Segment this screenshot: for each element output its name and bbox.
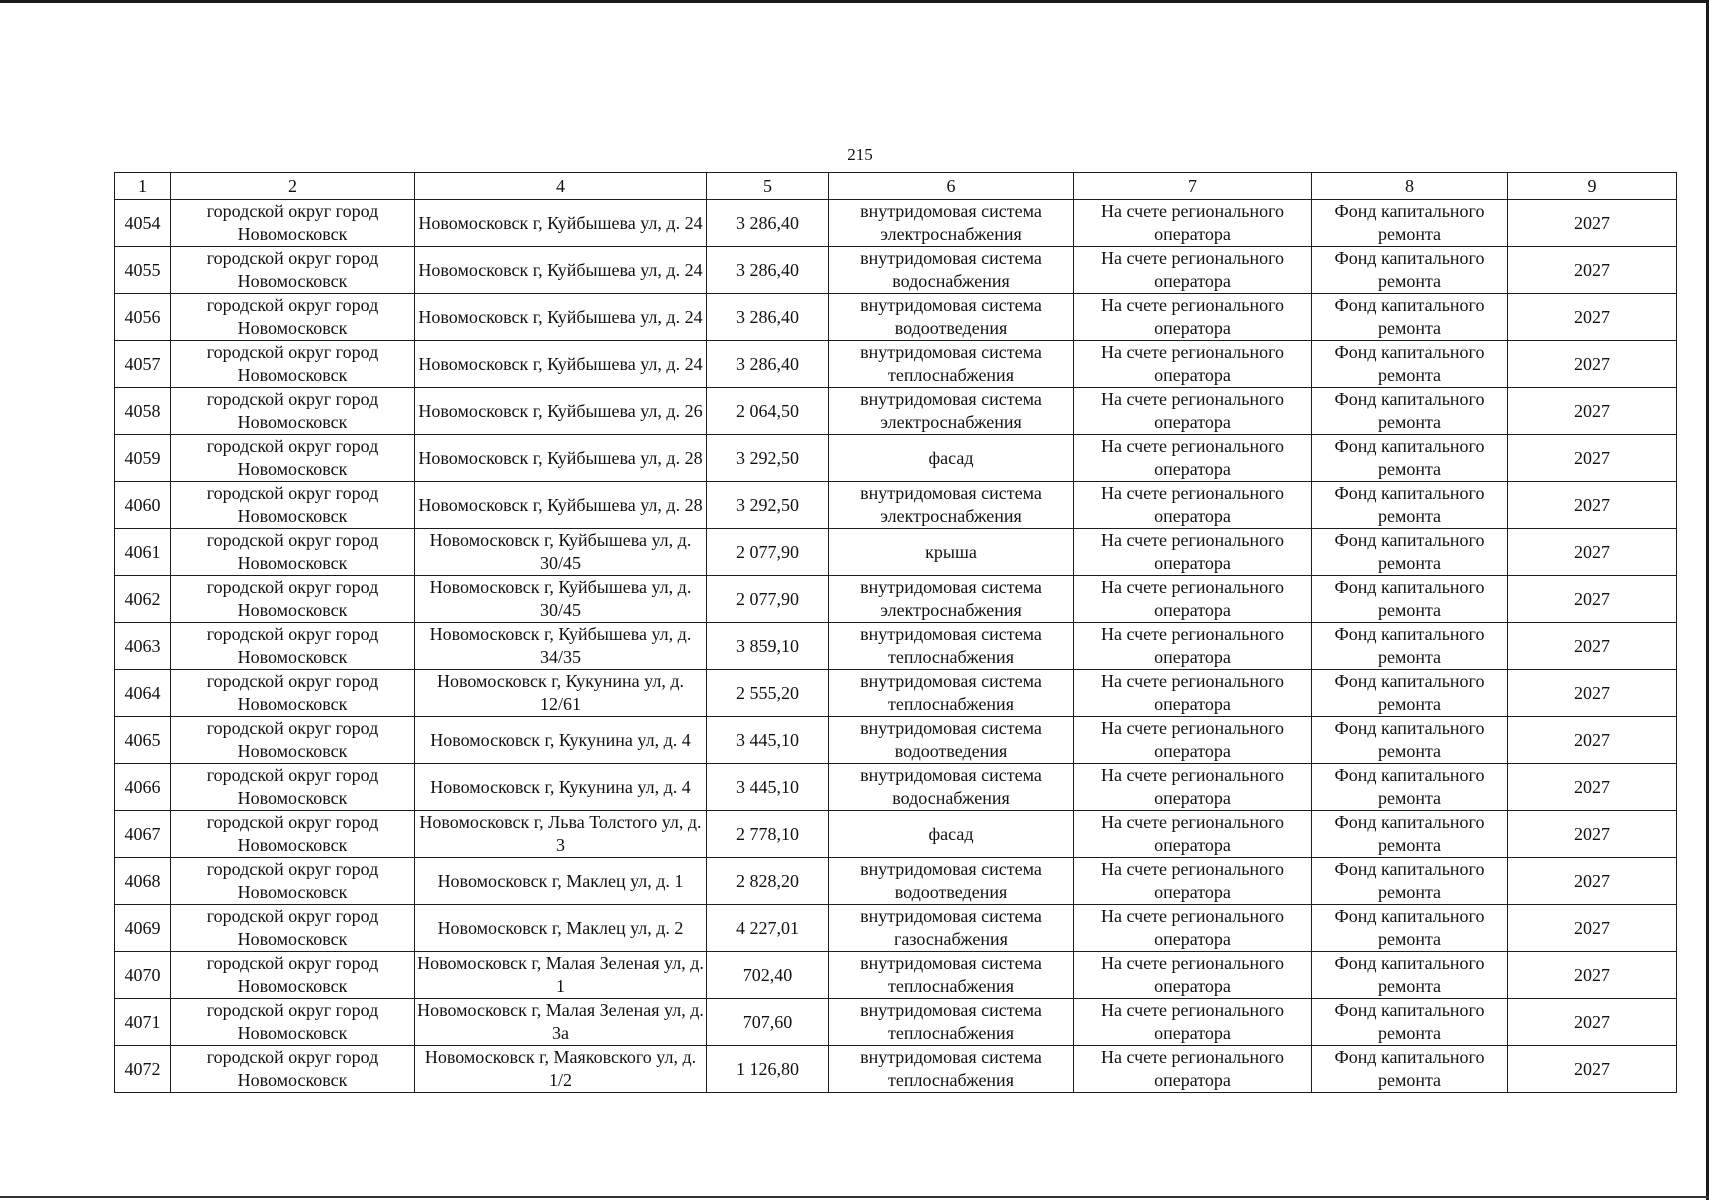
- table-row: [115, 576, 1677, 623]
- funding-source-cell: Фонд капитального ремонта: [1312, 294, 1508, 341]
- work-type-cell: внутридомовая система водоотведения: [829, 717, 1074, 764]
- planned-year-cell: 2027: [1508, 811, 1677, 858]
- address-cell: Новомосковск г, Малая Зеленая ул, д. 3а: [415, 999, 707, 1046]
- planned-year-cell: 2027: [1508, 764, 1677, 811]
- funding-source-cell: Фонд капитального ремонта: [1312, 247, 1508, 294]
- row-number-cell: 4054: [115, 200, 171, 247]
- area-cell: 3 286,40: [707, 341, 829, 388]
- account-method-cell: На счете регионального оператора: [1074, 388, 1312, 435]
- table-row: [115, 247, 1677, 294]
- address-cell: Новомосковск г, Кукунина ул, д. 12/61: [415, 670, 707, 717]
- municipality-cell: городской округ город Новомосковск: [171, 247, 415, 294]
- area-cell: 3 445,10: [707, 764, 829, 811]
- row-number-cell: 4060: [115, 482, 171, 529]
- municipality-cell: городской округ город Новомосковск: [171, 717, 415, 764]
- account-method-cell: На счете регионального оператора: [1074, 670, 1312, 717]
- address-cell: Новомосковск г, Куйбышева ул, д. 24: [415, 247, 707, 294]
- address-cell: Новомосковск г, Кукунина ул, д. 4: [415, 764, 707, 811]
- account-method-cell: На счете регионального оператора: [1074, 435, 1312, 482]
- address-cell: Новомосковск г, Маяковского ул, д. 1/2: [415, 1046, 707, 1093]
- account-method-cell: На счете регионального оператора: [1074, 294, 1312, 341]
- area-cell: 702,40: [707, 952, 829, 999]
- column-header: 4: [415, 173, 707, 200]
- planned-year-cell: 2027: [1508, 435, 1677, 482]
- address-cell: Новомосковск г, Куйбышева ул, д. 30/45: [415, 529, 707, 576]
- municipality-cell: городской округ город Новомосковск: [171, 905, 415, 952]
- work-type-cell: внутридомовая система теплоснабжения: [829, 670, 1074, 717]
- table-row: [115, 482, 1677, 529]
- account-method-cell: На счете регионального оператора: [1074, 717, 1312, 764]
- municipality-cell: городской округ город Новомосковск: [171, 341, 415, 388]
- row-number-cell: 4072: [115, 1046, 171, 1093]
- row-number-cell: 4064: [115, 670, 171, 717]
- work-type-cell: внутридомовая система водоснабжения: [829, 247, 1074, 294]
- area-cell: 3 292,50: [707, 482, 829, 529]
- table-row: [115, 999, 1677, 1046]
- row-number-cell: 4056: [115, 294, 171, 341]
- capital-repair-table: [114, 172, 1677, 1093]
- column-header: 5: [707, 173, 829, 200]
- address-cell: Новомосковск г, Куйбышева ул, д. 28: [415, 482, 707, 529]
- funding-source-cell: Фонд капитального ремонта: [1312, 623, 1508, 670]
- column-header: 7: [1074, 173, 1312, 200]
- column-header: 1: [115, 173, 171, 200]
- table-row: [115, 670, 1677, 717]
- header-row: [115, 173, 1677, 200]
- work-type-cell: внутридомовая система электроснабжения: [829, 482, 1074, 529]
- row-number-cell: 4070: [115, 952, 171, 999]
- row-number-cell: 4059: [115, 435, 171, 482]
- account-method-cell: На счете регионального оператора: [1074, 999, 1312, 1046]
- funding-source-cell: Фонд капитального ремонта: [1312, 200, 1508, 247]
- area-cell: 3 445,10: [707, 717, 829, 764]
- municipality-cell: городской округ город Новомосковск: [171, 482, 415, 529]
- row-number-cell: 4063: [115, 623, 171, 670]
- account-method-cell: На счете регионального оператора: [1074, 529, 1312, 576]
- funding-source-cell: Фонд капитального ремонта: [1312, 905, 1508, 952]
- municipality-cell: городской округ город Новомосковск: [171, 294, 415, 341]
- address-cell: Новомосковск г, Куйбышева ул, д. 30/45: [415, 576, 707, 623]
- municipality-cell: городской округ город Новомосковск: [171, 858, 415, 905]
- column-header: 8: [1312, 173, 1508, 200]
- work-type-cell: внутридомовая система теплоснабжения: [829, 341, 1074, 388]
- table-row: [115, 717, 1677, 764]
- planned-year-cell: 2027: [1508, 999, 1677, 1046]
- row-number-cell: 4055: [115, 247, 171, 294]
- row-number-cell: 4067: [115, 811, 171, 858]
- table-row: [115, 952, 1677, 999]
- account-method-cell: На счете регионального оператора: [1074, 482, 1312, 529]
- address-cell: Новомосковск г, Льва Толстого ул, д. 3: [415, 811, 707, 858]
- funding-source-cell: Фонд капитального ремонта: [1312, 764, 1508, 811]
- funding-source-cell: Фонд капитального ремонта: [1312, 388, 1508, 435]
- municipality-cell: городской округ город Новомосковск: [171, 529, 415, 576]
- municipality-cell: городской округ город Новомосковск: [171, 670, 415, 717]
- account-method-cell: На счете регионального оператора: [1074, 576, 1312, 623]
- municipality-cell: городской округ город Новомосковск: [171, 435, 415, 482]
- work-type-cell: внутридомовая система электроснабжения: [829, 576, 1074, 623]
- address-cell: Новомосковск г, Куйбышева ул, д. 24: [415, 294, 707, 341]
- area-cell: 2 077,90: [707, 529, 829, 576]
- address-cell: Новомосковск г, Кукунина ул, д. 4: [415, 717, 707, 764]
- table-row: [115, 200, 1677, 247]
- table-row: [115, 764, 1677, 811]
- area-cell: 2 064,50: [707, 388, 829, 435]
- work-type-cell: внутридомовая система теплоснабжения: [829, 999, 1074, 1046]
- table-body: [115, 200, 1677, 1093]
- planned-year-cell: 2027: [1508, 952, 1677, 999]
- municipality-cell: городской округ город Новомосковск: [171, 388, 415, 435]
- table-row: [115, 294, 1677, 341]
- address-cell: Новомосковск г, Маклец ул, д. 2: [415, 905, 707, 952]
- address-cell: Новомосковск г, Куйбышева ул, д. 26: [415, 388, 707, 435]
- page-number: 215: [847, 145, 873, 164]
- table-row: [115, 905, 1677, 952]
- work-type-cell: внутридомовая система водоотведения: [829, 294, 1074, 341]
- area-cell: 3 286,40: [707, 294, 829, 341]
- funding-source-cell: Фонд капитального ремонта: [1312, 858, 1508, 905]
- funding-source-cell: Фонд капитального ремонта: [1312, 529, 1508, 576]
- municipality-cell: городской округ город Новомосковск: [171, 623, 415, 670]
- account-method-cell: На счете регионального оператора: [1074, 952, 1312, 999]
- planned-year-cell: 2027: [1508, 670, 1677, 717]
- column-header: 6: [829, 173, 1074, 200]
- scan-edge-bottom: [0, 1196, 1709, 1198]
- planned-year-cell: 2027: [1508, 294, 1677, 341]
- area-cell: 2 077,90: [707, 576, 829, 623]
- area-cell: 3 859,10: [707, 623, 829, 670]
- area-cell: 4 227,01: [707, 905, 829, 952]
- account-method-cell: На счете регионального оператора: [1074, 858, 1312, 905]
- account-method-cell: На счете регионального оператора: [1074, 623, 1312, 670]
- area-cell: 2 778,10: [707, 811, 829, 858]
- work-type-cell: фасад: [829, 811, 1074, 858]
- municipality-cell: городской округ город Новомосковск: [171, 1046, 415, 1093]
- municipality-cell: городской округ город Новомосковск: [171, 200, 415, 247]
- funding-source-cell: Фонд капитального ремонта: [1312, 435, 1508, 482]
- column-header: 2: [171, 173, 415, 200]
- account-method-cell: На счете регионального оператора: [1074, 247, 1312, 294]
- planned-year-cell: 2027: [1508, 1046, 1677, 1093]
- address-cell: Новомосковск г, Куйбышева ул, д. 28: [415, 435, 707, 482]
- account-method-cell: На счете регионального оператора: [1074, 200, 1312, 247]
- area-cell: 1 126,80: [707, 1046, 829, 1093]
- row-number-cell: 4058: [115, 388, 171, 435]
- row-number-cell: 4065: [115, 717, 171, 764]
- work-type-cell: внутридомовая система водоснабжения: [829, 764, 1074, 811]
- work-type-cell: внутридомовая система теплоснабжения: [829, 623, 1074, 670]
- municipality-cell: городской округ город Новомосковск: [171, 952, 415, 999]
- funding-source-cell: Фонд капитального ремонта: [1312, 952, 1508, 999]
- area-cell: 3 292,50: [707, 435, 829, 482]
- planned-year-cell: 2027: [1508, 623, 1677, 670]
- planned-year-cell: 2027: [1508, 482, 1677, 529]
- account-method-cell: На счете регионального оператора: [1074, 1046, 1312, 1093]
- column-header: 9: [1508, 173, 1677, 200]
- work-type-cell: внутридомовая система электроснабжения: [829, 200, 1074, 247]
- table-row: [115, 811, 1677, 858]
- planned-year-cell: 2027: [1508, 388, 1677, 435]
- area-cell: 3 286,40: [707, 200, 829, 247]
- planned-year-cell: 2027: [1508, 905, 1677, 952]
- address-cell: Новомосковск г, Куйбышева ул, д. 24: [415, 200, 707, 247]
- work-type-cell: крыша: [829, 529, 1074, 576]
- funding-source-cell: Фонд капитального ремонта: [1312, 811, 1508, 858]
- municipality-cell: городской округ город Новомосковск: [171, 576, 415, 623]
- table-row: [115, 1046, 1677, 1093]
- table-row: [115, 529, 1677, 576]
- row-number-cell: 4068: [115, 858, 171, 905]
- municipality-cell: городской округ город Новомосковск: [171, 999, 415, 1046]
- row-number-cell: 4071: [115, 999, 171, 1046]
- table-row: [115, 623, 1677, 670]
- address-cell: Новомосковск г, Куйбышева ул, д. 34/35: [415, 623, 707, 670]
- planned-year-cell: 2027: [1508, 341, 1677, 388]
- planned-year-cell: 2027: [1508, 200, 1677, 247]
- funding-source-cell: Фонд капитального ремонта: [1312, 482, 1508, 529]
- area-cell: 707,60: [707, 999, 829, 1046]
- planned-year-cell: 2027: [1508, 717, 1677, 764]
- planned-year-cell: 2027: [1508, 247, 1677, 294]
- planned-year-cell: 2027: [1508, 576, 1677, 623]
- funding-source-cell: Фонд капитального ремонта: [1312, 576, 1508, 623]
- row-number-cell: 4062: [115, 576, 171, 623]
- table-row: [115, 435, 1677, 482]
- area-cell: 3 286,40: [707, 247, 829, 294]
- funding-source-cell: Фонд капитального ремонта: [1312, 717, 1508, 764]
- scan-edge-top: [0, 0, 1709, 3]
- table-row: [115, 858, 1677, 905]
- account-method-cell: На счете регионального оператора: [1074, 764, 1312, 811]
- area-cell: 2 828,20: [707, 858, 829, 905]
- work-type-cell: внутридомовая система теплоснабжения: [829, 952, 1074, 999]
- address-cell: Новомосковск г, Малая Зеленая ул, д. 1: [415, 952, 707, 999]
- funding-source-cell: Фонд капитального ремонта: [1312, 999, 1508, 1046]
- table-row: [115, 341, 1677, 388]
- account-method-cell: На счете регионального оператора: [1074, 341, 1312, 388]
- work-type-cell: внутридомовая система теплоснабжения: [829, 1046, 1074, 1093]
- row-number-cell: 4057: [115, 341, 171, 388]
- table-header: [115, 173, 1677, 200]
- table-row: [115, 388, 1677, 435]
- address-cell: Новомосковск г, Маклец ул, д. 1: [415, 858, 707, 905]
- row-number-cell: 4066: [115, 764, 171, 811]
- work-type-cell: фасад: [829, 435, 1074, 482]
- municipality-cell: городской округ город Новомосковск: [171, 811, 415, 858]
- planned-year-cell: 2027: [1508, 858, 1677, 905]
- funding-source-cell: Фонд капитального ремонта: [1312, 1046, 1508, 1093]
- account-method-cell: На счете регионального оператора: [1074, 811, 1312, 858]
- work-type-cell: внутридомовая система газоснабжения: [829, 905, 1074, 952]
- work-type-cell: внутридомовая система водоотведения: [829, 858, 1074, 905]
- area-cell: 2 555,20: [707, 670, 829, 717]
- work-type-cell: внутридомовая система электроснабжения: [829, 388, 1074, 435]
- municipality-cell: городской округ город Новомосковск: [171, 764, 415, 811]
- row-number-cell: 4069: [115, 905, 171, 952]
- account-method-cell: На счете регионального оператора: [1074, 905, 1312, 952]
- row-number-cell: 4061: [115, 529, 171, 576]
- planned-year-cell: 2027: [1508, 529, 1677, 576]
- funding-source-cell: Фонд капитального ремонта: [1312, 341, 1508, 388]
- funding-source-cell: Фонд капитального ремонта: [1312, 670, 1508, 717]
- address-cell: Новомосковск г, Куйбышева ул, д. 24: [415, 341, 707, 388]
